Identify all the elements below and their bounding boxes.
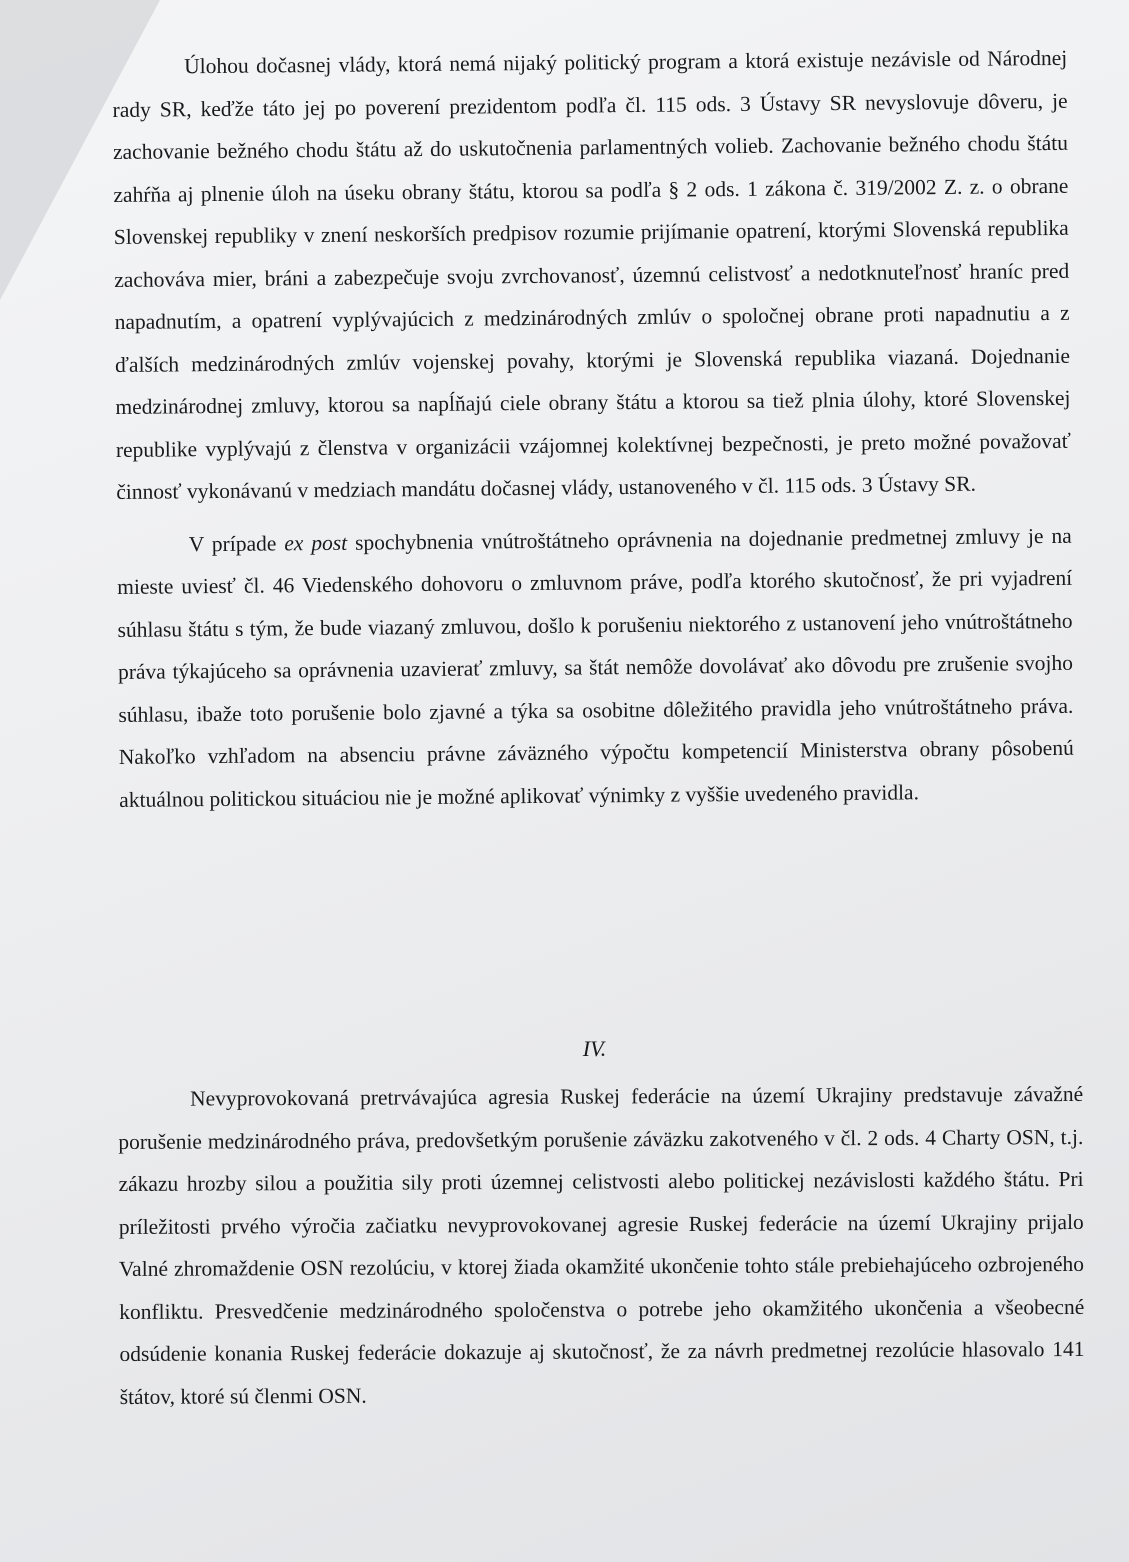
- section-heading-text: IV.: [582, 1036, 607, 1061]
- paragraph-vienna-convention: [117, 514, 1075, 821]
- paragraph-vienna-convention-rest: spochybnenia vnútroštátneho oprávnenia na dojednanie predmetnej zmluvy je na mieste uviesť čl. 46 Viedenského dohovoru o zmluvnom práve, podľa ktorého skutočnosť, že pri vyjadrení súhlasu štátu s tým, že bude viazaný zmluvou, došlo k porušeniu niektorého z ustanovení jeho vnútroštátneho práva týkajúceho sa oprávnenia uzavierať zmluvy, sa štát nemôže dovolávať ako dôvodu pre zrušenie svojho súhlasu, ibaže toto porušenie bolo zjavné a týka sa osobitne dôležitého pravidla jeho vnútroštátneho práva. Nakoľko vzhľadom na absenciu právne záväzného výpočtu kompetencií Ministerstva obrany pôsobenú aktuálnou politickou situáciou nie je možné aplikovať výnimky z vyššie uvedeného pravidla.: [117, 523, 1074, 812]
- paragraph-temporary-government: Úlohou dočasnej vlády, ktorá nemá nijaký politický program a ktorá existuje nezávisle od Národnej rady SR, keďže táto jej po poverení prezidentom podľa čl. 115 ods. 3 Ústavy SR nevyslovuje dôveru, je zachovanie bežného chodu štátu až do uskutočnenia parlamentných volieb. Zachovanie bežného chodu štátu zahŕňa aj plnenie úloh na úseku obrany štátu, ktorou sa podľa § 2 ods. 1 zákona č. 319/2002 Z. z. o obrane Slovenskej republiky v znení neskorších predpisov rozumie prijímanie opatrení, ktorými Slovenská republika zachováva mier, bráni a zabezpečuje svoju zvrchovanosť, územnú celistvosť a nedotknuteľnosť hraníc pred napadnutím, a opatrení vyplývajúcich z medzinárodných zmlúv o spoločnej obrane proti napadnutiu a z ďalších medzinárodných zmlúv vojenskej povahy, ktorými je Slovenská republika viazaná. Dojednanie medzinárodnej zmluvy, ktorou sa napĺňajú ciele obrany štátu a ktorou sa tiež plnia úlohy, ktoré Slovenskej republike vyplývajú z členstva v organizácii vzájomnej kolektívnej bezpečnosti, je preto možné považovať činnosť vykonávanú v medziach mandátu dočasnej vlády, ustanoveného v čl. 115 ods. 3 Ústavy SR.: [112, 45, 1071, 504]
- lower-text-block: [118, 1073, 1085, 1418]
- paragraph-vienna-convention-start: V prípade: [188, 530, 285, 556]
- section-heading-iv: [0, 1036, 1129, 1062]
- paragraph-vienna-convention-italic: ex post: [284, 530, 348, 555]
- upper-text-block: [112, 37, 1074, 821]
- paragraph-russian-aggression: Nevyprovokovaná pretrvávajúca agresia Ruskej federácie na území Ukrajiny predstavuje závažné porušenie medzinárodného práva, predovšetkým porušenie záväzku zakotveného v čl. 2 ods. 4 Charty OSN, t.j. zákazu hrozby silou a použitia sily proti územnej celistvosti alebo politickej nezávislosti každého štátu. Pri príležitosti prvého výročia začiatku nevyprovokovanej agresie Ruskej federácie na území Ukrajiny prijalo Valné zhromaždenie OSN rezolúciu, v ktorej žiada okamžité ukončenie tohto stále prebiehajúceho ozbrojeného konfliktu. Presvedčenie medzinárodného spoločenstva o potrebe jeho okamžitého ukončenia a všeobecné odsúdenie konania Ruskej federácie dokazuje aj skutočnosť, že za návrh predmetnej rezolúcie hlasovalo 141 štátov, ktoré sú členmi OSN.: [118, 1081, 1085, 1409]
